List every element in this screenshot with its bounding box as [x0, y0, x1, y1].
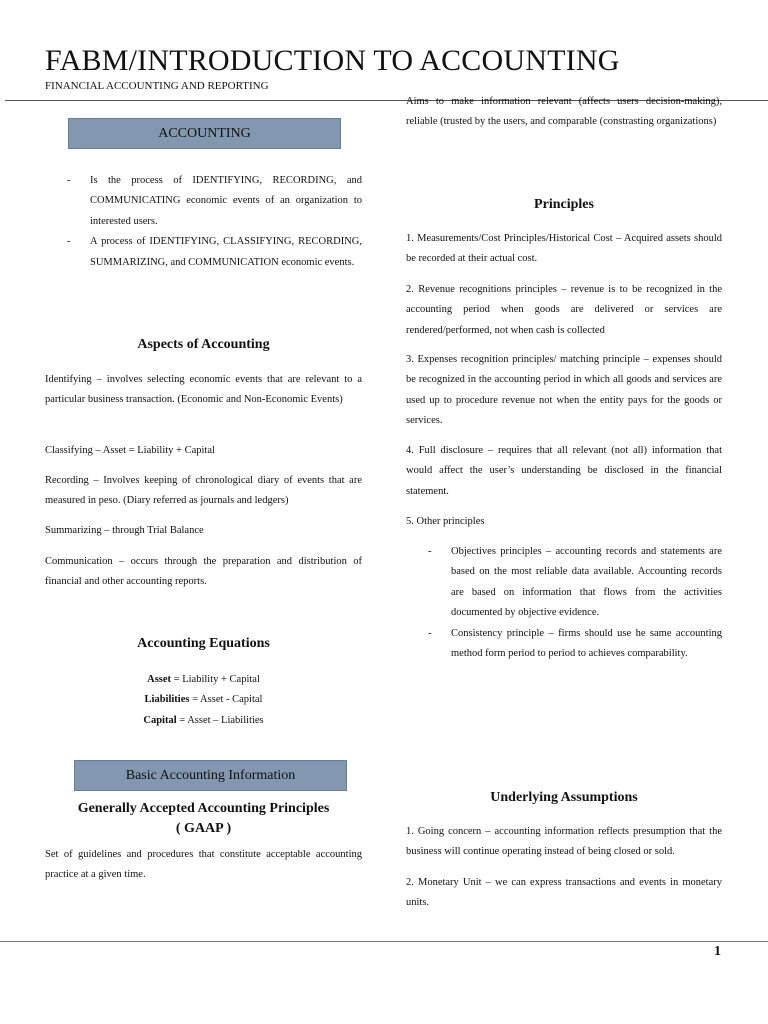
page-number: 1: [714, 944, 721, 959]
aspect-identifying: Identifying – involves selecting economic events that are relevant to a particular business transaction. (Economic and Non-Economic Events): [45, 374, 362, 406]
principle-measurement: 1. Measurements/Cost Principles/Historical Cost – Acquired assets should be recorded at their actual cost.: [406, 233, 722, 265]
equation-term: Capital: [143, 714, 177, 726]
document-title: FABM/INTRODUCTION TO ACCOUNTING: [45, 44, 620, 77]
equation-term: Asset: [147, 674, 172, 685]
bullet-dash: -: [67, 236, 71, 248]
list-item: [45, 232, 362, 273]
bullet-dash: -: [428, 546, 432, 557]
gaap-heading: [45, 799, 362, 839]
principle-other: 5. Other principles: [406, 516, 485, 527]
other-principles-list: [406, 542, 722, 664]
bullet-dash: -: [67, 175, 71, 186]
assumption-going-concern: 1. Going concern – accounting information reflects presumption that the business will continue operating instead of being closed or sold.: [406, 826, 722, 858]
footer-rule: [0, 941, 768, 942]
assumptions-heading: Underlying Assumptions: [490, 790, 638, 805]
list-item-text: Is the process of IDENTIFYING, RECORDING, and COMMUNICATING economic events of an organization to interested users.: [90, 175, 362, 227]
equation-liabilities: [45, 690, 362, 710]
gaap-heading-line1: Generally Accepted Accounting Principles: [77, 801, 330, 816]
principles-heading: Principles: [534, 197, 594, 212]
equation-asset: [45, 670, 362, 690]
list-item: [45, 171, 362, 232]
intro-text: Aims to make information relevant (affects users decision-making), reliable (trusted by the users, and comparable (constrasting organizations): [406, 96, 722, 128]
gaap-heading-line2: ( GAAP ): [175, 821, 232, 836]
principle-revenue: 2. Revenue recognitions principles – revenue is to be recognized in the accounting period when goods are delivered or services are rendered/performed, not when cash is collected: [406, 284, 722, 336]
accounting-definition-list: [45, 171, 362, 273]
equation-rest: = Liability + Capital: [171, 674, 260, 685]
aspects-heading: Aspects of Accounting: [137, 337, 270, 352]
basic-accounting-banner: Basic Accounting Information: [74, 760, 347, 791]
bullet-dash: -: [428, 627, 432, 639]
aspect-communication: Communication – occurs through the preparation and distribution of financial and other accounting reports.: [45, 556, 362, 588]
assumption-monetary-unit: 2. Monetary Unit – we can express transactions and events in monetary units.: [406, 877, 722, 909]
equation-term: Liabilities: [144, 694, 190, 706]
aspect-recording: Recording – Involves keeping of chronological diary of events that are measured in peso. (Diary referred as journals and ledgers): [45, 475, 362, 507]
equation-rest: = Asset – Liabilities: [176, 714, 264, 726]
list-item: [406, 542, 722, 624]
list-item-text: A process of IDENTIFYING, CLASSIFYING, RECORDING, SUMMARIZING, and COMMUNICATION economic events.: [90, 236, 362, 268]
list-item-text: Objectives principles – accounting records and statements are based on the most reliable data available. Accounting records are based on information that flows from the activities documented by objective evidence.: [451, 546, 722, 619]
equations-list: [45, 670, 362, 731]
accounting-banner: ACCOUNTING: [68, 118, 341, 149]
list-item-text: Consistency principle – firms should use he same accounting method form period to period to achieves comparability.: [451, 627, 722, 660]
equation-rest: = Asset - Capital: [189, 694, 263, 706]
equations-heading: Accounting Equations: [137, 636, 270, 651]
aspect-summarizing: Summarizing – through Trial Balance: [45, 525, 204, 536]
list-item: [406, 624, 722, 665]
principle-expenses: 3. Expenses recognition principles/ matching principle – expenses should be recognized in the accounting period in which all goods and services are used up to procedure revenue not when the entity pays for the goods or services.: [406, 354, 722, 427]
aspect-classifying: Classifying – Asset = Liability + Capital: [45, 445, 215, 456]
document-subtitle: FINANCIAL ACCOUNTING AND REPORTING: [45, 80, 269, 92]
principle-disclosure: 4. Full disclosure – requires that all relevant (not all) information that would affect the user’s understanding be disclosed in the financial statement.: [406, 445, 722, 497]
equation-capital: [45, 711, 362, 731]
gaap-definition: Set of guidelines and procedures that constitute acceptable accounting practice at a given time.: [45, 849, 362, 881]
